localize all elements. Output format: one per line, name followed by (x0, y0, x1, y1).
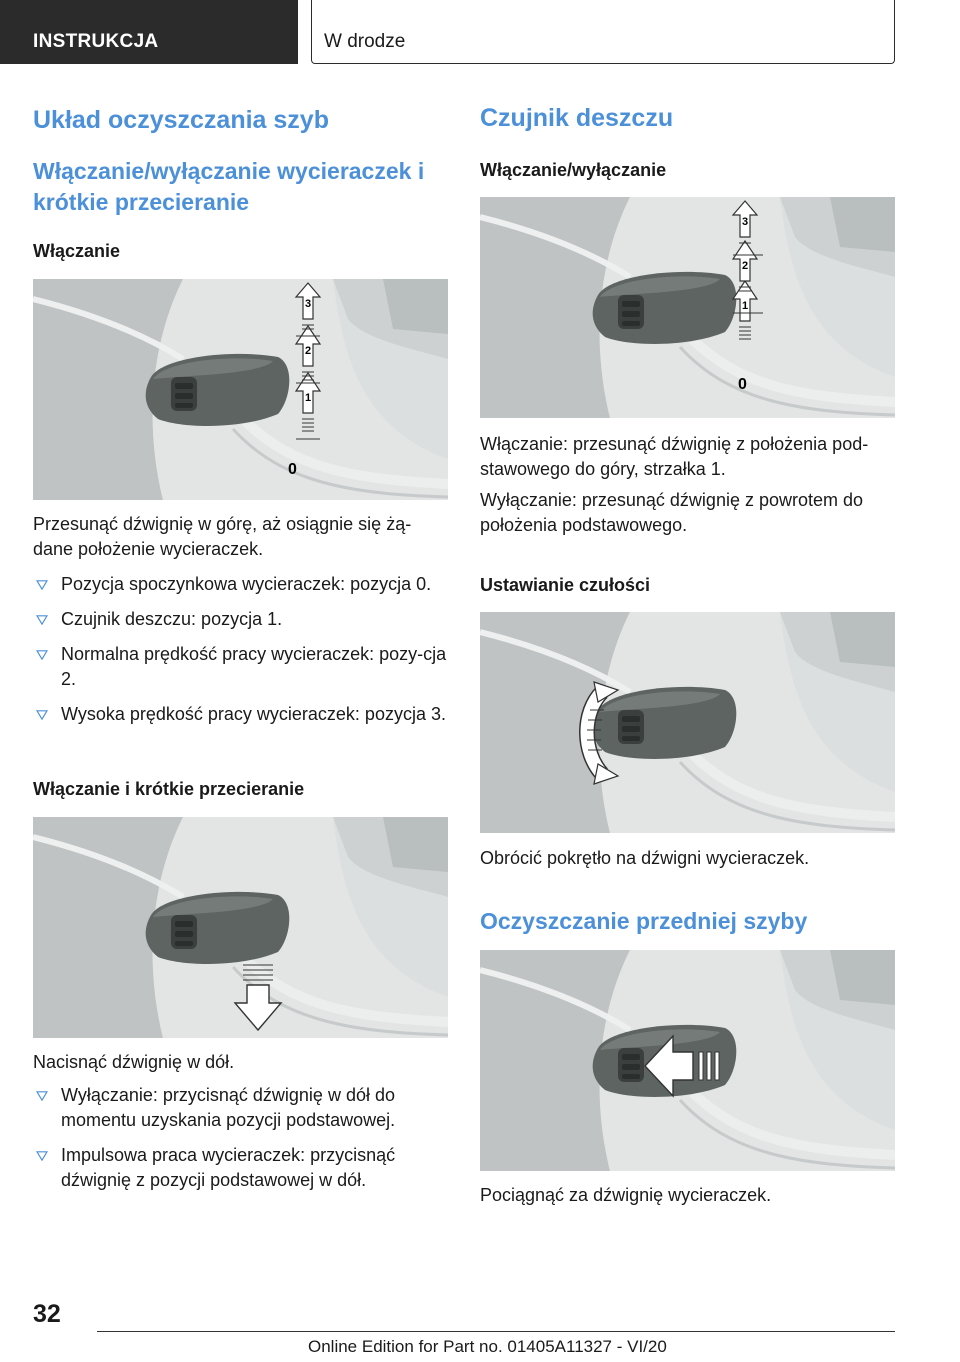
position-3-label: 3 (741, 216, 749, 228)
triangle-bullet-icon (36, 650, 48, 660)
section-tab (0, 0, 298, 64)
section-title: Układ oczyszczania szyb (33, 106, 329, 134)
position-1-label: 1 (304, 392, 312, 404)
rain-sensor-title: Czujnik deszczu (480, 104, 674, 132)
edition-footer: Online Edition for Part no. 01405A11327 - VI/20 (308, 1337, 667, 1356)
triangle-bullet-icon (36, 1091, 48, 1101)
position-0-label: 0 (288, 461, 297, 478)
triangle-bullet-icon (36, 710, 48, 720)
subsection-title: Włączanie/wyłączanie wycieraczek i krótkie przecieranie (33, 158, 425, 215)
chapter-label: W drodze (324, 31, 406, 52)
triangle-bullet-icon (36, 580, 48, 590)
heading-wlaczanie: Włączanie (33, 241, 121, 261)
illustration-lever-up (33, 279, 448, 500)
list-item: Wysoka prędkość pracy wycieraczek: pozycja 3. (33, 702, 453, 727)
list-item: Wyłączanie: przycisnąć dźwignię w dół do momentu uzyskania pozycji podstawowej. (33, 1083, 441, 1133)
position-2-label: 2 (304, 345, 312, 357)
illustration-rain-sensor (480, 197, 895, 418)
illustration-sensitivity-wheel (480, 612, 895, 833)
triangle-bullet-icon (36, 615, 48, 625)
triangle-bullet-icon (36, 1151, 48, 1161)
list-item: Impulsowa praca wycieraczek: przycisnąć dźwignię z pozycji podstawowej w dół. (33, 1143, 441, 1193)
heading-wlaczanie-wylaczanie: Włączanie/wyłączanie (480, 160, 667, 180)
impulse-list (33, 1083, 448, 1193)
paragraph-lever-up: Przesunąć dźwignię w górę, aż osiągnie się żą-dane położenie wycieraczek. (33, 514, 412, 559)
list-item: Czujnik deszczu: pozycja 1. (33, 607, 453, 632)
paragraph-pull: Pociągnąć za dźwignię wycieraczek. (480, 1185, 772, 1205)
wiper-positions-list (33, 572, 453, 727)
heading-ustawianie-czulosci: Ustawianie czułości (480, 575, 651, 595)
illustration-lever-down (33, 817, 448, 1038)
paragraph-off: Wyłączanie: przesunąć dźwignię z powrotem do położenia podstawowego. (480, 490, 864, 535)
position-1-label: 1 (741, 300, 749, 312)
chapter-tab (311, 0, 895, 64)
paragraph-press-down: Nacisnąć dźwignię w dół. (33, 1052, 235, 1072)
page-number: 32 (33, 1300, 61, 1328)
footer-divider (97, 1331, 895, 1332)
position-0-label: 0 (738, 376, 747, 393)
illustration-pull-lever (480, 950, 895, 1171)
position-3-label: 3 (304, 298, 312, 310)
paragraph-on: Włączanie: przesunąć dźwignię z położenia pod-stawowego do góry, strzałka 1. (480, 434, 869, 479)
windshield-cleaning-title: Oczyszczanie przedniej szyby (480, 908, 808, 934)
list-item: Normalna prędkość pracy wycieraczek: pozy-cja 2. (33, 642, 453, 692)
section-label: INSTRUKCJA (33, 31, 159, 52)
list-item: Pozycja spoczynkowa wycieraczek: pozycja 0. (33, 572, 453, 597)
paragraph-turn-wheel: Obrócić pokrętło na dźwigni wycieraczek. (480, 848, 810, 868)
position-2-label: 2 (741, 260, 749, 272)
heading-krotkie-przecieranie: Włączanie i krótkie przecieranie (33, 779, 305, 799)
